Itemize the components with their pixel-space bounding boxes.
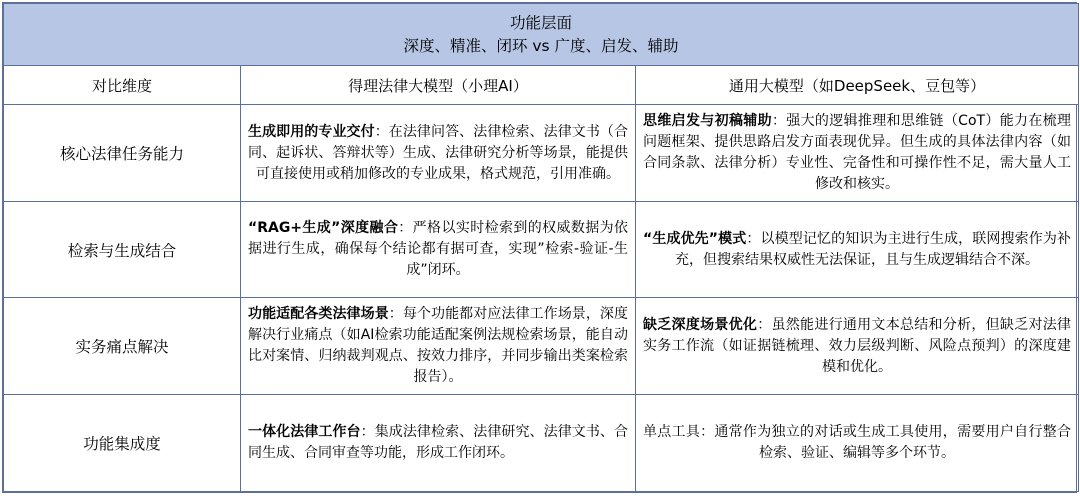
- table-row: [4, 202, 1079, 298]
- deli-cell-text: ：每个功能都对应法律工作场景，深度解决行业痛点（如AI检索功能适配案例法规检索场景，能自动比对案情、归纳裁判观点、按效力排序，并同步输出类案检索报告）。: [248, 306, 629, 385]
- general-cell-lead: 思维启发与初稿辅助: [643, 113, 772, 129]
- deli-cell: [241, 202, 636, 298]
- table-title: 功能层面: [510, 13, 573, 32]
- general-cell: [636, 202, 1079, 298]
- deli-cell: [241, 395, 636, 492]
- general-cell-lead: 缺乏深度场景优化: [643, 316, 758, 333]
- general-cell: [636, 298, 1079, 395]
- deli-cell: [241, 105, 636, 202]
- deli-cell-lead: 生成即用的专业交付: [248, 123, 375, 140]
- general-cell-lead: “生成优先”模式: [643, 230, 747, 247]
- comparison-table: [3, 3, 1079, 492]
- deli-cell-lead: “RAG+生成”深度融合: [248, 220, 399, 236]
- deli-cell-text: ：严格以实时检索到的权威数据为依据进行生成，确保每个结论都有据可查，实现”检索-验证-生成”闭环。: [248, 220, 629, 278]
- deli-cell-text: ：集成法律检索、法律研究、法律文书、合同生成、合同审查等功能，形成工作闭环。: [248, 424, 629, 461]
- general-cell: [636, 395, 1079, 492]
- table-title-cell: [4, 4, 1079, 66]
- table-row: [4, 298, 1079, 395]
- general-cell: [636, 105, 1079, 202]
- title-row: [4, 4, 1079, 66]
- comparison-table-container: [2, 2, 1077, 493]
- row-dimension: 核心法律任务能力: [4, 105, 241, 202]
- table-row: [4, 395, 1079, 492]
- column-header-dimension: 对比维度: [4, 66, 241, 105]
- deli-cell: [241, 298, 636, 395]
- row-dimension: 功能集成度: [4, 395, 241, 492]
- column-header-row: [4, 66, 1079, 105]
- general-cell-text: ：虽然能进行通用文本总结和分析，但缺乏对法律实务工作流（如证据链梳理、效力层级判断、风险点预判）的深度建模和优化。: [643, 316, 1072, 375]
- general-cell-text: ：以模型记忆的知识为主进行生成，联网搜索作为补充，但搜索结果权威性无法保证，且与生成逻辑结合不深。: [675, 230, 1072, 268]
- column-header-general: 通用大模型（如DeepSeek、豆包等）: [636, 66, 1079, 105]
- row-dimension: 实务痛点解决: [4, 298, 241, 395]
- table-row: [4, 105, 1079, 202]
- deli-cell-text: ：在法律问答、法律检索、法律文书（合同、起诉状、答辩状等）生成、法律研究分析等场景，能提供可直接使用或稍加修改的专业成果，格式规范，引用准确。: [248, 123, 629, 182]
- deli-cell-lead: 一体化法律工作台: [248, 424, 361, 440]
- table-subtitle: 深度、精准、闭环 vs 广度、启发、辅助: [403, 36, 679, 55]
- column-header-deli: 得理法律大模型（小理AI）: [241, 66, 636, 105]
- row-dimension: 检索与生成结合: [4, 202, 241, 298]
- general-cell-text: 单点工具：通常作为独立的对话或生成工具使用，需要用户自行整合检索、验证、编辑等多个环节。: [643, 424, 1072, 461]
- general-cell-text: ：强大的逻辑推理和思维链（CoT）能力在梳理问题框架、提供思路启发方面表现优异。但生成的具体法律内容（如合同条款、法律分析）专业性、完备性和可操作性不足，需大量人工修改和核实。: [643, 113, 1072, 192]
- deli-cell-lead: 功能适配各类法律场景: [248, 306, 389, 322]
